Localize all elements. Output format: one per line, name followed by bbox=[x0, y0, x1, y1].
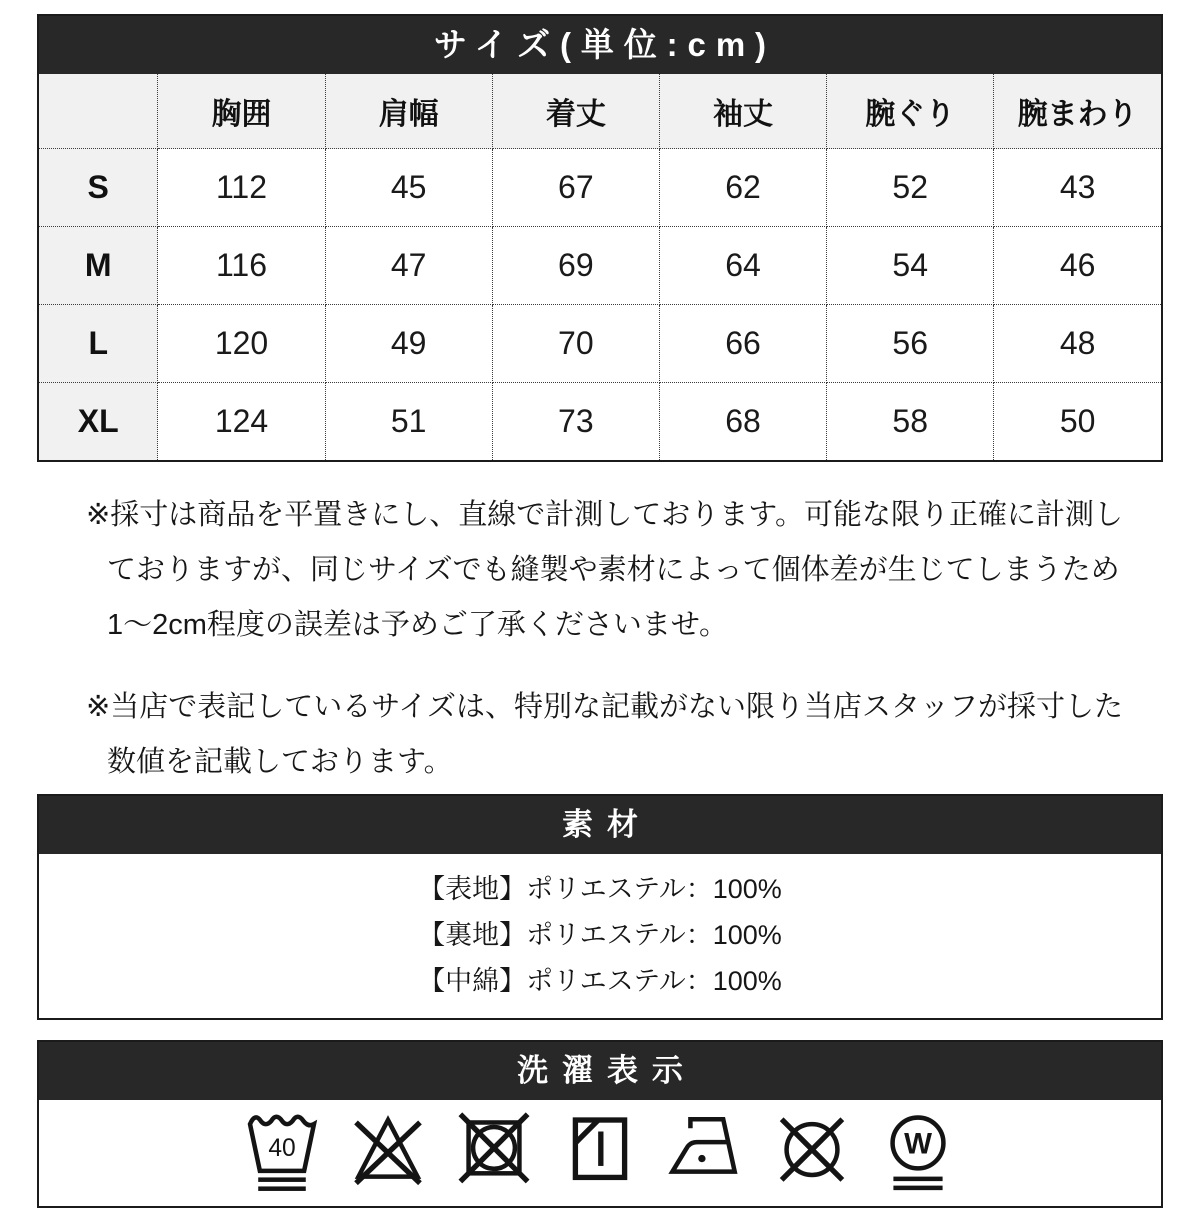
size-table bbox=[39, 74, 1161, 460]
note-line: 数値を記載しております。 bbox=[107, 746, 453, 778]
do-not-tumble-dry-icon bbox=[453, 1106, 535, 1198]
row-label: M bbox=[39, 227, 158, 305]
washing-title: 洗濯表示 bbox=[39, 1042, 1161, 1100]
col-header-sleeve: 袖丈 bbox=[659, 74, 826, 149]
size-value-cell: 64 bbox=[659, 227, 826, 305]
size-table-title: サイズ(単位:cm) bbox=[39, 16, 1161, 74]
washing-section bbox=[37, 1040, 1163, 1208]
size-value-cell: 66 bbox=[659, 305, 826, 383]
size-value-cell: 62 bbox=[659, 149, 826, 227]
table-row-s bbox=[39, 149, 1161, 227]
note-line: ※採寸は商品を平置きにし、直線で計測しております。可能な限り正確に計測し bbox=[86, 499, 1123, 531]
material-section bbox=[37, 794, 1163, 1020]
row-label: L bbox=[39, 305, 158, 383]
size-value-cell: 45 bbox=[325, 149, 492, 227]
size-value-cell: 46 bbox=[994, 227, 1161, 305]
table-row-xl bbox=[39, 383, 1161, 461]
size-value-cell: 47 bbox=[325, 227, 492, 305]
note-line: ておりますが、同じサイズでも縫製や素材によって個体差が生じてしまうため bbox=[107, 554, 1120, 586]
care-icons-row bbox=[39, 1100, 1161, 1206]
size-value-cell: 51 bbox=[325, 383, 492, 461]
size-value-cell: 67 bbox=[492, 149, 659, 227]
size-value-cell: 70 bbox=[492, 305, 659, 383]
size-value-cell: 52 bbox=[827, 149, 994, 227]
machine-wash-40-very-gentle-icon bbox=[241, 1106, 323, 1198]
col-header-armhole: 腕ぐり bbox=[827, 74, 994, 149]
size-value-cell: 69 bbox=[492, 227, 659, 305]
col-header-length: 着丈 bbox=[492, 74, 659, 149]
size-value-cell: 43 bbox=[994, 149, 1161, 227]
size-value-cell: 54 bbox=[827, 227, 994, 305]
size-value-cell: 56 bbox=[827, 305, 994, 383]
size-value-cell: 120 bbox=[158, 305, 325, 383]
size-value-cell: 49 bbox=[325, 305, 492, 383]
svg-text:40: 40 bbox=[268, 1135, 296, 1163]
note-line: ※当店で表記しているサイズは、特別な記載がない限り当店スタッフが採寸した bbox=[86, 691, 1123, 723]
size-policy-note bbox=[86, 680, 1145, 790]
col-header-chest: 胸囲 bbox=[158, 74, 325, 149]
row-label: XL bbox=[39, 383, 158, 461]
size-value-cell: 73 bbox=[492, 383, 659, 461]
do-not-dry-clean-icon bbox=[771, 1106, 853, 1198]
wet-clean-very-gentle-icon bbox=[877, 1106, 959, 1198]
col-header-shoulder: 肩幅 bbox=[325, 74, 492, 149]
hang-dry-in-shade-icon bbox=[559, 1106, 641, 1198]
size-value-cell: 48 bbox=[994, 305, 1161, 383]
size-table-section bbox=[37, 14, 1163, 462]
material-item-padding: 【中綿】ポリエステル：100% bbox=[418, 966, 782, 996]
material-item-lining: 【裏地】ポリエステル：100% bbox=[418, 920, 782, 950]
col-header-arm-circumference: 腕まわり bbox=[994, 74, 1161, 149]
corner-cell bbox=[39, 74, 158, 149]
size-value-cell: 124 bbox=[158, 383, 325, 461]
size-value-cell: 112 bbox=[158, 149, 325, 227]
size-table-header-row bbox=[39, 74, 1161, 149]
table-row-l bbox=[39, 305, 1161, 383]
material-item-outer: 【表地】ポリエステル：100% bbox=[418, 874, 782, 904]
size-value-cell: 58 bbox=[827, 383, 994, 461]
measurement-note bbox=[86, 488, 1145, 653]
size-value-cell: 50 bbox=[994, 383, 1161, 461]
svg-text:W: W bbox=[904, 1127, 932, 1161]
row-label: S bbox=[39, 149, 158, 227]
do-not-bleach-icon bbox=[347, 1106, 429, 1198]
material-title: 素材 bbox=[39, 796, 1161, 854]
note-line: 1〜2cm程度の誤差は予めご了承くださいませ。 bbox=[107, 609, 729, 641]
table-row-m bbox=[39, 227, 1161, 305]
material-list bbox=[39, 854, 1161, 1018]
size-value-cell: 68 bbox=[659, 383, 826, 461]
iron-low-heat-icon bbox=[665, 1106, 747, 1198]
size-value-cell: 116 bbox=[158, 227, 325, 305]
